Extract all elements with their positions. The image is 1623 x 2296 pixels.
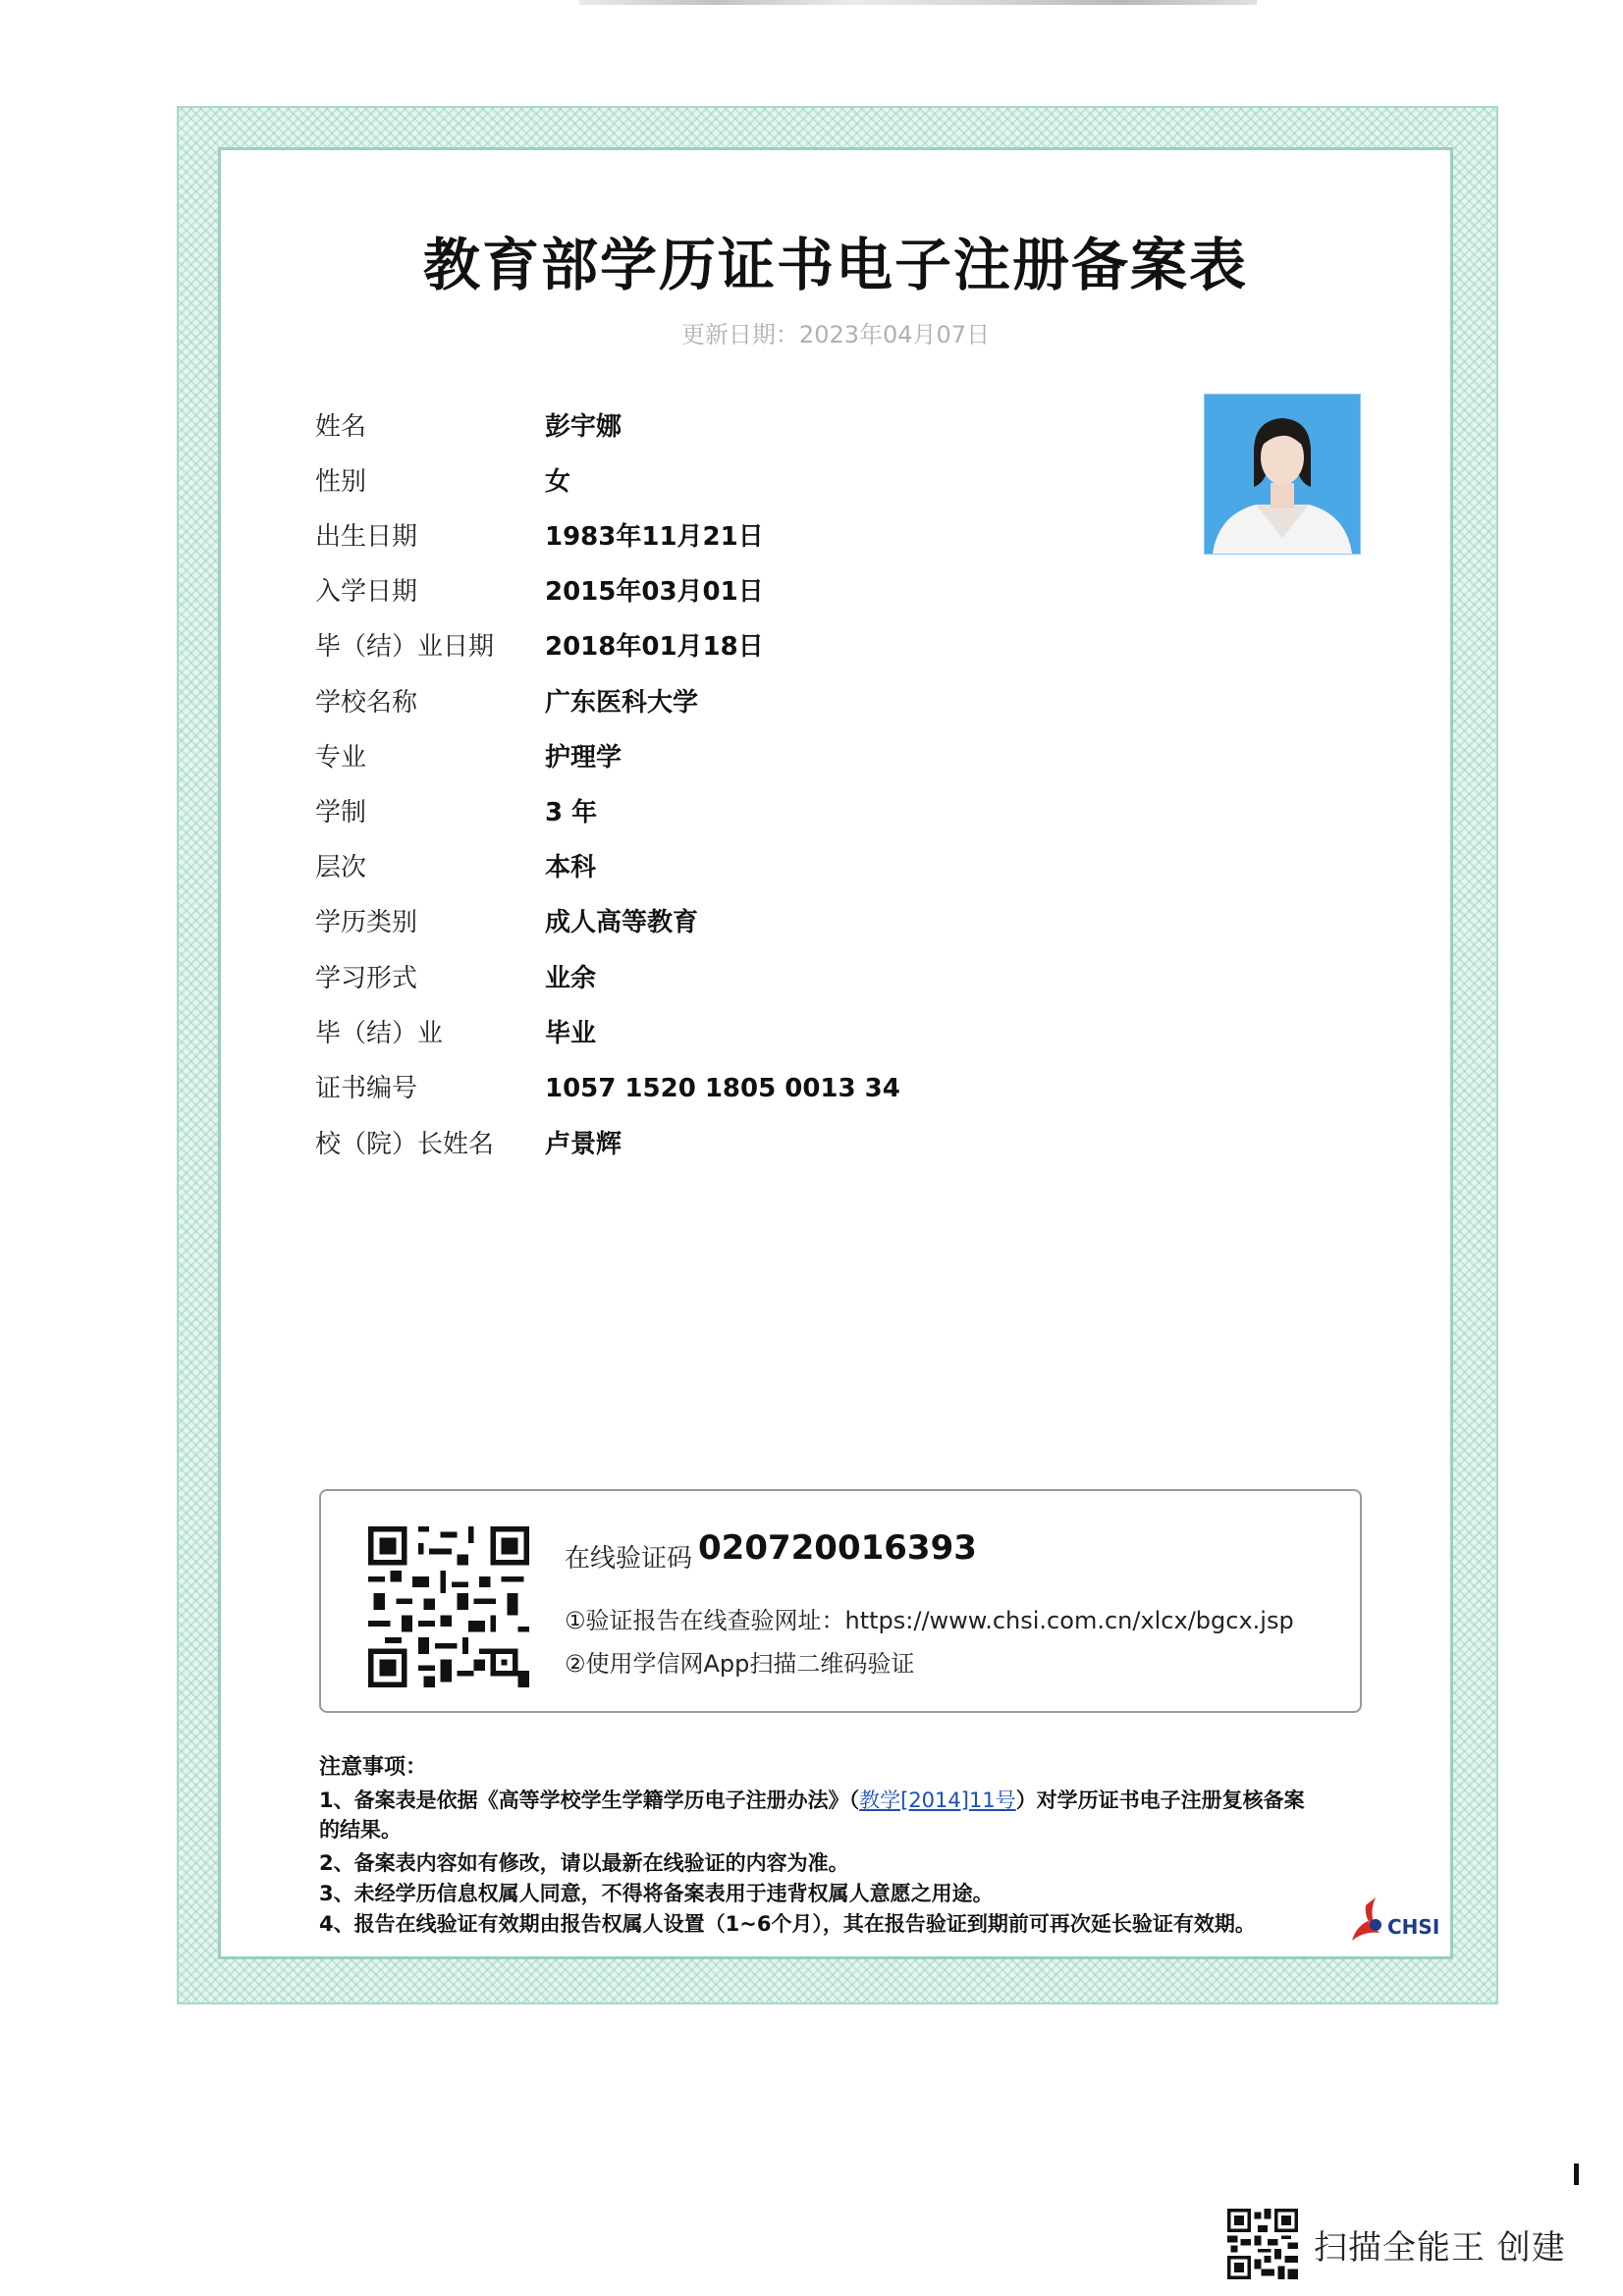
note-1-prefix: 1、备案表是依据《高等学校学生学籍学历电子注册办法》（ [319, 1789, 860, 1812]
field-row [315, 1014, 1002, 1053]
field-row [315, 1069, 1002, 1108]
field-label: 毕（结）业日期 [315, 632, 495, 662]
update-date: 更新日期：2023年04月07日 [680, 321, 991, 348]
camscanner-watermark: 扫描全能王 创建 [1314, 2228, 1566, 2268]
verification-box [319, 1489, 1362, 1713]
scan-mark [1574, 2163, 1579, 2185]
field-value: 护理学 [545, 743, 622, 773]
field-value: 业余 [545, 964, 597, 993]
note-4: 4、报告在线验证有效期由报告权属人设置（1~6个月），其在报告验证到期前可再次延长验证有效期。 [319, 1912, 1256, 1936]
field-label: 学校名称 [315, 688, 418, 718]
regulation-link[interactable]: 教学[2014]11号 [859, 1789, 1016, 1812]
field-value: 1057 1520 1805 0013 34 [545, 1074, 900, 1103]
field-value: 女 [545, 467, 571, 497]
notes-title: 注意事项： [319, 1755, 428, 1780]
certificate-sheet [218, 147, 1453, 1959]
note-3: 3、未经学历信息权属人同意，不得将备案表用于违背权属人意愿之用途。 [319, 1882, 994, 1905]
field-value: 卢景辉 [545, 1130, 622, 1159]
field-row [315, 572, 1002, 612]
field-value: 2018年01月18日 [545, 632, 764, 662]
field-label: 学习形式 [315, 964, 418, 993]
verification-code-label: 在线验证码 [565, 1544, 693, 1574]
field-value: 彭宇娜 [545, 412, 622, 442]
field-value: 毕业 [545, 1019, 597, 1048]
field-label: 专业 [315, 743, 367, 773]
field-row [315, 848, 1002, 887]
field-row [315, 627, 1002, 667]
camscanner-qr-icon [1227, 2209, 1298, 2279]
field-row [315, 517, 1002, 557]
field-value: 本科 [545, 853, 597, 882]
person-silhouette-icon [1205, 395, 1360, 554]
field-row [315, 903, 1002, 942]
field-label: 证书编号 [315, 1074, 418, 1103]
field-row [315, 462, 1002, 502]
note-2: 2、备案表内容如有修改，请以最新在线验证的内容为准。 [319, 1851, 849, 1875]
field-label: 毕（结）业 [315, 1019, 444, 1048]
field-label: 学制 [315, 798, 367, 828]
field-value: 成人高等教育 [545, 908, 699, 937]
scan-edge-artifact [579, 0, 1257, 5]
verification-app-line: ②使用学信网App扫描二维码验证 [565, 1650, 915, 1678]
field-label: 校（院）长姓名 [315, 1130, 495, 1159]
document-title: 教育部学历证书电子注册备案表 [422, 232, 1248, 298]
verification-url-line: ①验证报告在线查验网址：https://www.chsi.com.cn/xlcx/bgcx.jsp [565, 1607, 1294, 1634]
field-value: 3 年 [545, 798, 598, 828]
qr-code-icon[interactable] [368, 1526, 529, 1687]
note-1-suffix: ）对学历证书电子注册复核备案的结果。 [319, 1789, 1305, 1842]
chsi-logo-text: CHSI [1387, 1915, 1440, 1939]
field-row [315, 1125, 1002, 1164]
field-row [315, 407, 1002, 447]
field-label: 层次 [315, 853, 367, 882]
field-label: 出生日期 [315, 522, 418, 552]
field-row [315, 959, 1002, 998]
field-row [315, 683, 1002, 722]
id-photo [1204, 394, 1361, 555]
verification-code: 020720016393 [698, 1528, 977, 1568]
field-row [315, 793, 1002, 832]
field-row [315, 738, 1002, 777]
field-label: 姓名 [315, 412, 367, 442]
note-1 [319, 1786, 1311, 1844]
field-value: 1983年11月21日 [545, 522, 764, 552]
field-label: 性别 [315, 467, 367, 497]
field-label: 学历类别 [315, 908, 418, 937]
field-value: 2015年03月01日 [545, 577, 764, 607]
field-label: 入学日期 [315, 577, 418, 607]
field-value: 广东医科大学 [545, 688, 699, 718]
